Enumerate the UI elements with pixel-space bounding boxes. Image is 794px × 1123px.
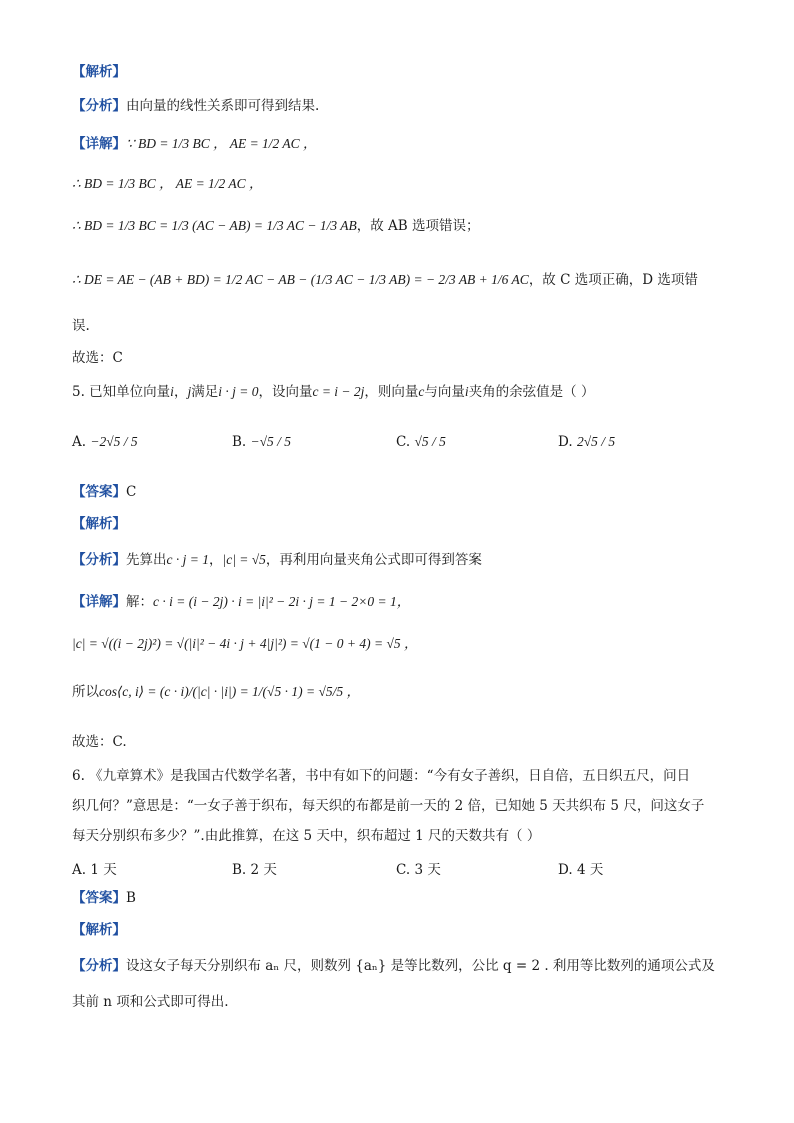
q5-fenxi-tag: 【分析】 [72, 552, 126, 568]
q6-option-c-label: C. [396, 862, 411, 878]
q5-cond: i · j = 0 [218, 384, 259, 399]
q6-fenxi-text1: 设这女子每天分别织布 aₙ 尺，则数列 {aₙ} 是等比数列，公比 q = 2 . 利用等比数列的通项公式及 [126, 958, 715, 974]
q4-step2 [72, 174, 263, 194]
q5-option-d-value: 2√5 / 5 [576, 434, 616, 449]
q5-fenxi-b: ，再利用向量夹角公式即可得到答案 [265, 552, 482, 568]
q4-jiexi-heading: 【解析】 [72, 64, 126, 80]
q5-option-c-label: C. [396, 434, 411, 450]
q5-option-a [72, 434, 138, 450]
q6-jiexi-heading: 【解析】 [72, 922, 126, 938]
q5-daan-tag: 【答案】 [72, 484, 126, 500]
q6-option-a-value: 1 天 [90, 862, 117, 878]
q4-step2-math: ∴ BD = 1/3 BC ， AE = 1/2 AC ， [72, 176, 263, 191]
q5-fenxi: 【分析】先算出c · j = 1，|c| = √5，再利用向量夹角公式即可得到答案 [72, 552, 482, 568]
q5-eq3-line [72, 682, 360, 702]
q5-daan-value: C [126, 484, 137, 500]
q5-option-a-value: −2√5 / 5 [90, 434, 138, 449]
q5-stem-a: 5. 已知单位向量 [72, 384, 171, 400]
q4-step4-cont: 误. [72, 318, 90, 334]
q5-stem-e: ，则向量 [364, 384, 419, 400]
q4-fenxi-tag: 【分析】 [72, 98, 126, 114]
q5-fenxi-m1: c · j = 1 [166, 552, 209, 567]
q6-option-a [72, 858, 117, 878]
q6-stem-line1: 6. 《九章算术》是我国古代数学名著，书中有如下的问题：“今有女子善织，日自倍，五日织五尺，问日 [72, 768, 691, 784]
q4-fenxi [72, 96, 319, 116]
q5-stem-g: 夹角的余弦值是（ ） [468, 384, 595, 400]
q5-option-d [558, 434, 615, 450]
q5-vec-i: i [170, 384, 174, 399]
q5-eq3: cos⟨c, i⟩ = (c · i)/(|c| · |i|) = 1/(√5 · 1) = √5/5 ， [99, 684, 360, 699]
q5-option-b-value: −√5 / 5 [250, 434, 292, 449]
q5-option-c [396, 434, 446, 450]
q6-daan-tag: 【答案】 [72, 890, 126, 906]
q5-daan [72, 482, 136, 502]
q4-step4 [72, 270, 698, 290]
q6-fenxi-line1 [72, 956, 715, 976]
q5-stem [72, 382, 594, 402]
q5-option-b [232, 434, 291, 450]
q6-option-d-label: D. [558, 862, 573, 878]
q5-xiangjie-eq1 [72, 592, 410, 612]
q6-option-c-value: 3 天 [414, 862, 441, 878]
q6-daan [72, 888, 136, 908]
q6-option-b-value: 2 天 [250, 862, 277, 878]
q5-eq2-line [72, 634, 418, 654]
q6-option-c [396, 858, 441, 878]
q5-eq1: c · i = (i − 2j) · i = |i|² − 2i · j = 1 − 2×0 = 1， [153, 594, 411, 609]
q6-option-d [558, 858, 603, 878]
q5-stem-c: 满足 [191, 384, 219, 400]
q5-xiangjie-tag: 【详解】 [72, 594, 126, 610]
q6-stem-line3: 每天分别织布多少？”.由此推算，在这 5 天中，织布超过 1 尺的天数共有（ ） [72, 828, 541, 844]
q5-answer: 故选：C. [72, 734, 127, 750]
q4-step3 [72, 216, 480, 236]
q4-xiangjie-tag: 【详解】 [72, 136, 126, 152]
q5-stem-f: 与向量 [424, 384, 465, 400]
q5-vec-j: j [187, 384, 192, 399]
q5-option-c-value: √5 / 5 [414, 434, 446, 449]
q4-answer: 故选：C [72, 350, 123, 366]
q5-eq3-pre: 所以 [72, 684, 99, 700]
q5-stem-b: ， [173, 384, 188, 400]
q4-step1-math: ∵ BD = 1/3 BC ， AE = 1/2 AC ， [126, 136, 317, 151]
q5-fenxi-m2: |c| = √5 [222, 552, 266, 567]
q5-option-d-label: D. [558, 434, 573, 450]
q6-option-d-value: 4 天 [576, 862, 604, 878]
q6-daan-value: B [126, 890, 136, 906]
q5-xiangjie-a: 解： [126, 594, 153, 610]
q5-option-a-label: A. [72, 434, 87, 450]
q5-cvec: c = i − 2j [312, 384, 365, 399]
q5-vec-c: c [418, 384, 425, 399]
q6-option-b-label: B. [232, 862, 247, 878]
q6-stem-line2: 织几何？”意思是：“一女子善于织布，每天织的布都是前一天的 2 倍，已知她 5 天共织布 5 尺，问这女子 [72, 798, 705, 814]
q5-option-b-label: B. [232, 434, 247, 450]
q4-fenxi-text: 由向量的线性关系即可得到结果. [126, 98, 320, 114]
q5-stem-d: ，设向量 [258, 384, 313, 400]
q6-fenxi-tag: 【分析】 [72, 958, 126, 974]
q4-step3-text: ，故 AB 选项错误； [356, 218, 480, 234]
q5-eq2: |c| = √((i − 2j)²) = √(|i|² − 4i · j + 4|j|²) = √(1 − 0 + 4) = √5 ， [72, 636, 418, 651]
q6-option-b [232, 858, 277, 878]
q5-vec-i2: i [464, 384, 469, 399]
q5-fenxi-a: 先算出 [126, 552, 167, 568]
q6-fenxi-line2: 其前 n 项和公式即可得出. [72, 994, 229, 1010]
q4-xiangjie-step1 [72, 134, 317, 154]
q6-option-a-label: A. [72, 862, 87, 878]
q4-step4-math: ∴ DE = AE − (AB + BD) = 1/2 AC − AB − (1/3 AC − 1/3 AB) = − 2/3 AB + 1/6 AC [72, 272, 529, 287]
q4-step4-text: ，故 C 选项正确，D 选项错 [528, 272, 698, 288]
q5-jiexi-heading: 【解析】 [72, 516, 126, 532]
q4-step3-math: ∴ BD = 1/3 BC = 1/3 (AC − AB) = 1/3 AC − 1/3 AB [72, 218, 357, 233]
